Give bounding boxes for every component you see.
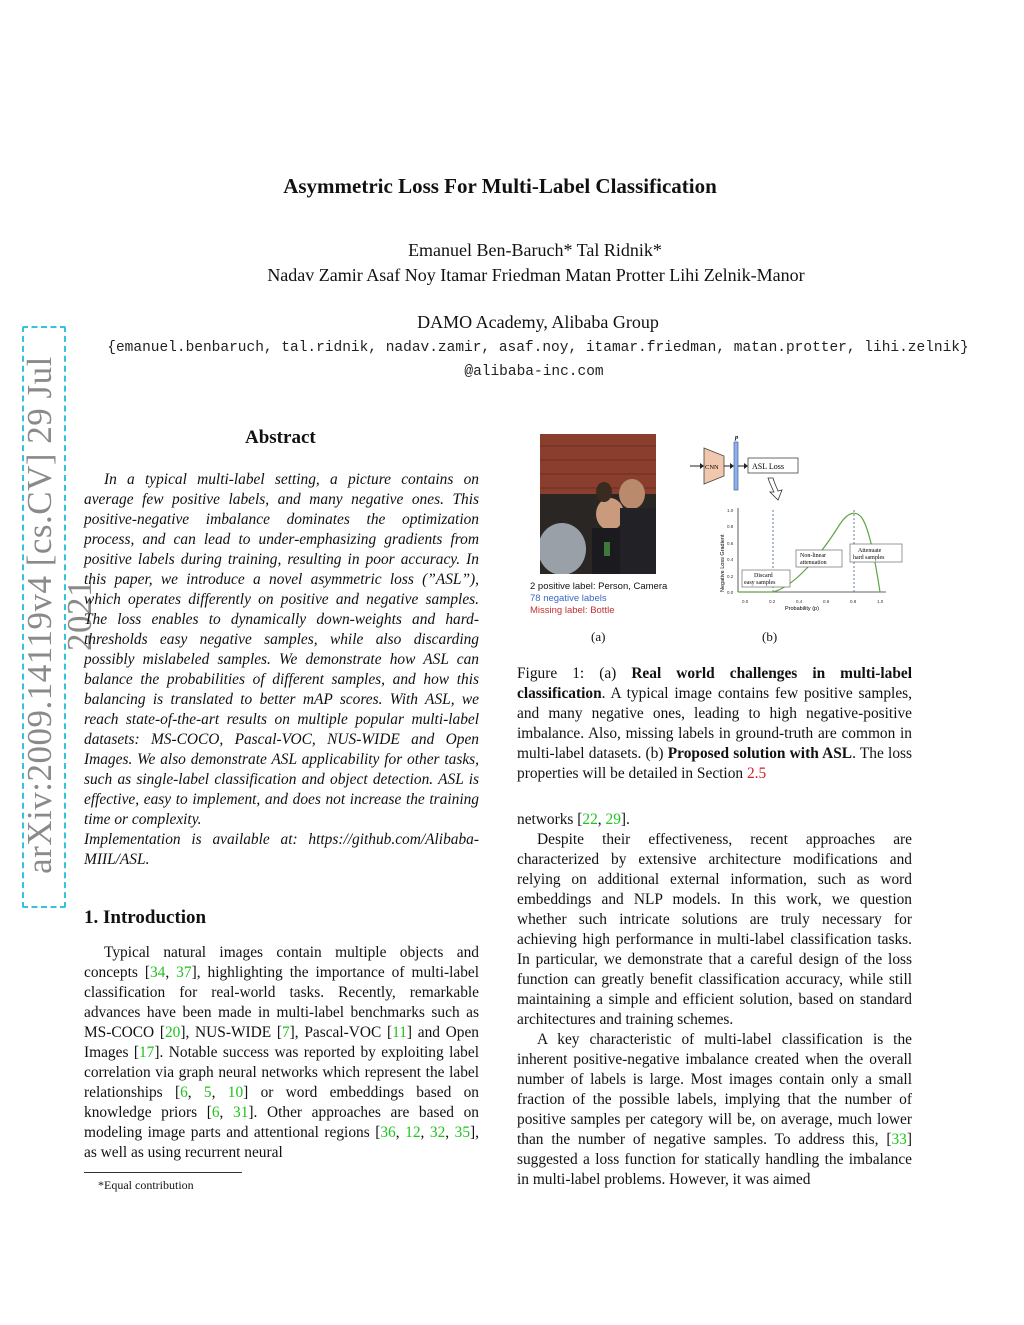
- abstract-body: [84, 470, 479, 870]
- missing-label: Missing label: Bottle: [530, 605, 615, 616]
- cnn-label: CNN: [705, 464, 719, 471]
- ytick: 0.0: [727, 590, 734, 595]
- continuation-line: networks [22, 29].: [517, 811, 630, 828]
- intro-heading: 1. Introduction: [84, 907, 207, 928]
- ytick: 0.2: [727, 574, 734, 579]
- citation[interactable]: 11: [392, 1024, 407, 1041]
- paper-title: Asymmetric Loss For Multi-Label Classification: [283, 174, 717, 198]
- asl-loss-label: ASL Loss: [752, 462, 784, 471]
- intro-paragraph-2: Despite their effectiveness, recent approaches are characterized by extensive architecture modifications and relying on additional external information, such as word embeddings and NLP models. In this work, we question whether such intricate solutions are truly necessary for achieving high performance in multi-label classification tasks. In particular, we demonstrate that a careful design of the loss function can greatly benefit classification accuracy, while still maintaining a simple and efficient solution, based on standard architectures and training schemes.: [517, 831, 912, 1028]
- citation[interactable]: 36: [380, 1124, 396, 1141]
- abstract-text: In a typical multi-label setting, a picture contains on average few positive labels, and many negative ones. This positive-negative imbalance dominates the optimization process, and can lead to under-emphasizing gradients from positive labels during training, resulting in poor accuracy. In this paper, we introduce a novel asymmetric loss (”ASL”), which operates differently on positive and negative samples. The loss enables to dynamically down-weights and hard-thresholds easy negative samples, while also discarding possibly mislabeled samples. We demonstrate how ASL can balance the probabilities of different samples, and how this balancing is translated to better mAP scores. With ASL, we reach state-of-the-art results on multiple popular multi-label datasets: MS-COCO, Pascal-VOC, NUS-WIDE and Open Images. We also demonstrate ASL applicability for other tasks, such as single-label classification and object detection. ASL is effective, easy to implement, and does not increase the training time or complexity.: [84, 471, 479, 828]
- intro-paragraph-1: Typical natural images contain multiple objects and concepts [34, 37], highlighting the importance of multi-label classification for real-world tasks. Recently, remarkable advances have been made in multi-label benchmarks such as MS-COCO [20], NUS-WIDE [7], Pascal-VOC [11] and Open Images [17]. Notable success was reported by exploiting label correlation via graph neural networks which represent the label relationships [6, 5, 10] or word embeddings based on knowledge priors [6, 31]. Other approaches are based on modeling image parts and attentional regions [36, 12, 32, 35], as well as using recurrent neural: [84, 944, 480, 1161]
- citation[interactable]: 6: [211, 1104, 220, 1121]
- citation[interactable]: 31: [233, 1104, 249, 1121]
- email-domain: @alibaba-inc.com: [464, 364, 604, 380]
- citation[interactable]: 10: [227, 1084, 244, 1101]
- xtick: 0.0: [742, 599, 749, 604]
- citation[interactable]: 6: [180, 1084, 188, 1101]
- xtick: 0.2: [769, 599, 776, 604]
- citation[interactable]: 29: [605, 811, 621, 828]
- citation[interactable]: 5: [203, 1084, 212, 1101]
- right-column: [517, 810, 912, 1190]
- xtick: 0.4: [796, 599, 803, 604]
- arxiv-id: arXiv:2009.14119v4 [cs.CV] 29 Jul 2021: [20, 356, 99, 874]
- figure-photo: [540, 434, 656, 574]
- xtick: 0.6: [823, 599, 830, 604]
- authors-primary: Emanuel Ben-Baruch* Tal Ridnik*: [408, 240, 662, 260]
- citation[interactable]: 37: [176, 964, 192, 981]
- citation[interactable]: 32: [429, 1124, 446, 1141]
- hard-samples-label: Attenuate: [858, 548, 882, 554]
- author-emails: {emanuel.benbaruch, tal.ridnik, nadav.zamir, asaf.noy, itamar.friedman, matan.protter, lihi.zelnik}: [107, 340, 969, 356]
- arxiv-sidebar: [0, 320, 99, 910]
- attenuation-label: Non-linear: [800, 553, 826, 559]
- p-label: p: [735, 434, 739, 441]
- attenuation-label-2: attenuation: [800, 560, 827, 566]
- ytick: 0.4: [727, 557, 734, 562]
- ytick: 1.0: [727, 508, 734, 513]
- ytick: 0.8: [727, 524, 734, 529]
- xtick: 0.8: [850, 599, 857, 604]
- citation[interactable]: 34: [149, 964, 166, 981]
- footnote: *Equal contribution: [98, 1178, 194, 1192]
- citation[interactable]: 35: [454, 1124, 471, 1141]
- authors-line-1: [0, 240, 1024, 261]
- figure-caption: Figure 1: (a) Real world challenges in multi-label classification. A typical image contains few positive samples, and many negative ones, leading to high negative-positive imbalance. Also, missing labels in ground-truth are common in multi-label datasets. (b) Proposed solution with ASL. The loss properties will be detailed in Section 2.5: [517, 665, 912, 782]
- positive-label: 2 positive label: Person, Camera: [530, 581, 668, 592]
- citation[interactable]: 7: [281, 1024, 290, 1041]
- citation[interactable]: 17: [138, 1044, 155, 1061]
- photo-illustration: [540, 434, 656, 574]
- authors-line-2: Nadav Zamir Asaf Noy Itamar Friedman Matan Protter Lihi Zelnik-Manor: [267, 265, 805, 285]
- xtick: 1.0: [877, 599, 884, 604]
- citation[interactable]: 33: [891, 1131, 907, 1148]
- discard-label-2: easy samples: [744, 580, 776, 586]
- negative-label: 78 negative labels: [530, 593, 607, 604]
- x-axis-label: Probability (p): [785, 606, 819, 612]
- section-ref[interactable]: 2.5: [746, 765, 767, 782]
- abstract-heading: Abstract: [245, 427, 316, 448]
- footnote-rule: [84, 1172, 242, 1173]
- asl-diagram: [680, 426, 920, 616]
- photo-labels: [530, 581, 667, 617]
- citation[interactable]: 20: [164, 1024, 181, 1041]
- y-axis-label: Negative Loss Gradient: [720, 534, 726, 592]
- intro-body: [84, 943, 479, 1163]
- down-arrow-icon: [768, 478, 782, 500]
- hard-samples-label-2: hard samples: [853, 555, 885, 561]
- probability-bar: [734, 442, 738, 490]
- implementation-link[interactable]: Implementation is available at: https://github.com/Alibaba-MIIL/ASL.: [84, 831, 479, 868]
- intro-paragraph-3: A key characteristic of multi-label classification is the inherent positive-negative imbalance created when the overall number of labels is large. Most images contain only a small fraction of the possible labels, implying that the number of positive samples per category will be, on average, much lower than the number of negative samples. To address this, [33] suggested a loss function for statically handling the imbalance in multi-label problems. However, it was aimed: [517, 1031, 912, 1188]
- citation[interactable]: 22: [582, 811, 598, 828]
- citation[interactable]: 12: [405, 1124, 421, 1141]
- affiliation: DAMO Academy, Alibaba Group: [417, 312, 659, 332]
- subfigure-b-label: (b): [762, 629, 778, 644]
- ytick: 0.6: [727, 541, 734, 546]
- discard-label: Discard: [754, 573, 773, 579]
- subfigure-a-label: (a): [591, 629, 606, 644]
